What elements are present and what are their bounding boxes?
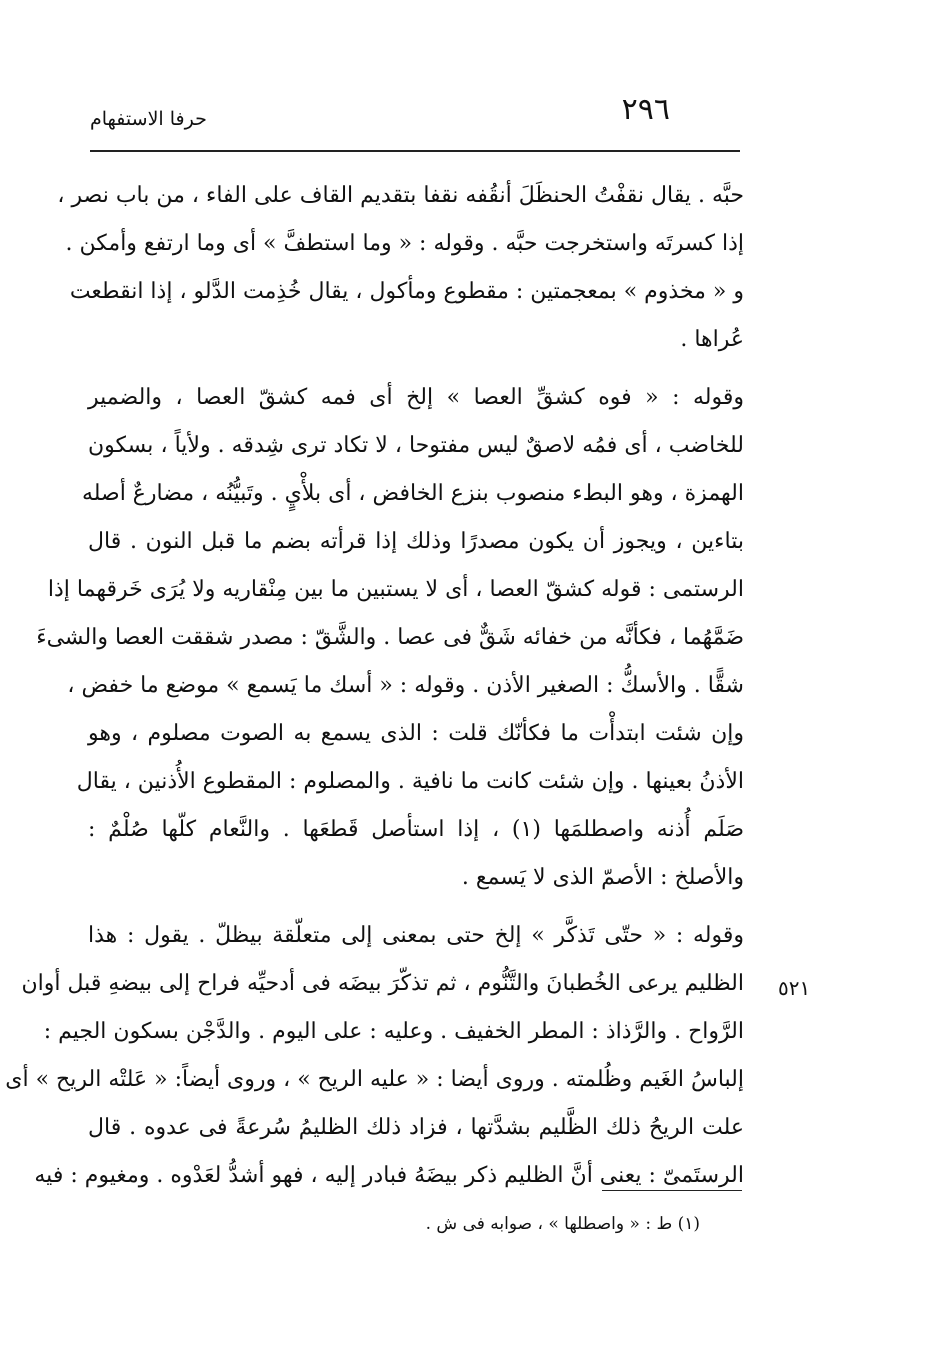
text-line: للخاضب ، أى فمُه لاصقٌ ليس مفتوحا ، لا تكاد ترى شِدقه . ولأياً ، بسكون (88, 433, 744, 458)
paragraph (57, 172, 744, 364)
text-line: ضَمَّهُما ، فكأنَّه من خفائه شَقٌّ فى عصا . والشَّقّ : مصدر شققت العصا والشىءَ (36, 625, 744, 650)
text-line: و « مخذوم » بمعجمتين : مقطوع ومأكول ، يقال خُذِمت الدَّلو ، إذا انقطعت (69, 279, 744, 304)
text-line: الرستَمىّ : يعنى أنَّ الظليم ذكر بيضَهُ فبادر إليه ، فهو أشدُّ لعَدْوه . ومغيوم : فيه (34, 1163, 744, 1188)
text-line: عُراها . (680, 327, 744, 352)
text-line: حبَّه . يقال نقفْتُ الحنظَلَ أنقُفه نقفا بتقديم القاف على الفاء ، من باب نصر ، (57, 183, 744, 208)
text-line: صَلَم أُذنه واصطلمَها (١) ، إذا استأصل قَطعَها . والنَّعام كلّها صُلْمٌ : (88, 817, 744, 842)
page-number: ٢٩٦ (621, 92, 670, 127)
text-line: وإن شئت ابتدأْت ما فكأنّك قلت : الذى يسمع به الصوت مصلوم ، وهو (88, 721, 744, 746)
text-line: وقوله : « فوه كشقِّ العصا » إلخ أى فمه كشقّ العصا ، والضمير (88, 385, 744, 410)
page-header (90, 92, 740, 148)
running-title: حرفا الاستفهام (90, 108, 207, 130)
paragraph (36, 374, 744, 902)
text-line: علت الريحُ ذلك الظَّليم بشدَّتها ، فزاد ذلك الظليمُ سُرعةً فى عدوه . قال (88, 1115, 744, 1140)
text-line: وقوله : « حتّى تَذكَّر » إلخ حتى بمعنى إلى متعلّقة بيظلّ . يقول : هذا (88, 923, 744, 948)
paragraph-gap (88, 364, 744, 374)
text-line: الظليم يرعى الخُطبانَ والتَّنُّوم ، ثم تذكّرَ بيضَه فى أدحيِّه فراح إلى بيضهِ قبل أوان (21, 971, 744, 996)
paragraph-gap (88, 902, 744, 912)
text-line: إلباسُ الغَيم وظُلمته . وروى أيضا : « عليه الريح » ، وروى أيضاً: « عَلتْه الريح » أى (5, 1067, 744, 1092)
body-text (5, 172, 744, 1200)
text-line: الرَّواح . والرَّذاذ : المطر الخفيف . وعليه : على اليوم . والدَّجْن بسكون الجيم : (43, 1019, 744, 1044)
margin-reference-number: ٥٢١ (778, 976, 811, 1000)
paragraph (5, 912, 744, 1200)
text-line: والأصلخ : الأصمّ الذى لا يَسمع . (461, 865, 744, 890)
footnote: (١) ط : « واصطلها » ، صوابه فى ش . (425, 1214, 700, 1234)
header-rule (90, 150, 740, 152)
text-line: إذا كسرتَه واستخرجت حبَّه . وقوله : « وما استطفَّ » أى وما ارتفع وأمكن . (65, 231, 744, 256)
text-line: الهمزة ، وهو البطء منصوب بنزع الخافض ، أى بلأْيٍ . وتَبيُّنُه ، مضارعٌ أصله (81, 481, 744, 506)
text-line: الرستمى : قوله كشقّ العصا ، أى لا يستبين ما بين مِنْقاريه ولا يُرَى خَرقهما إذا (47, 577, 744, 602)
text-line: الأذنُ بعينها . وإن شئت كانت ما نافية . والمصلوم : المقطوع الأُذنين ، يقال (76, 769, 744, 794)
text-line: بتاءين ، ويجوز أن يكون مصدرًا وذلك إذا قرأته بضم ما قبل النون . قال (88, 529, 744, 554)
footnote-rule (602, 1190, 742, 1191)
text-line: شقًّا . والأسكُّ : الصغير الأذن . وقوله : « أسك ما يَسمع » موضع ما خفض ، (67, 673, 744, 698)
